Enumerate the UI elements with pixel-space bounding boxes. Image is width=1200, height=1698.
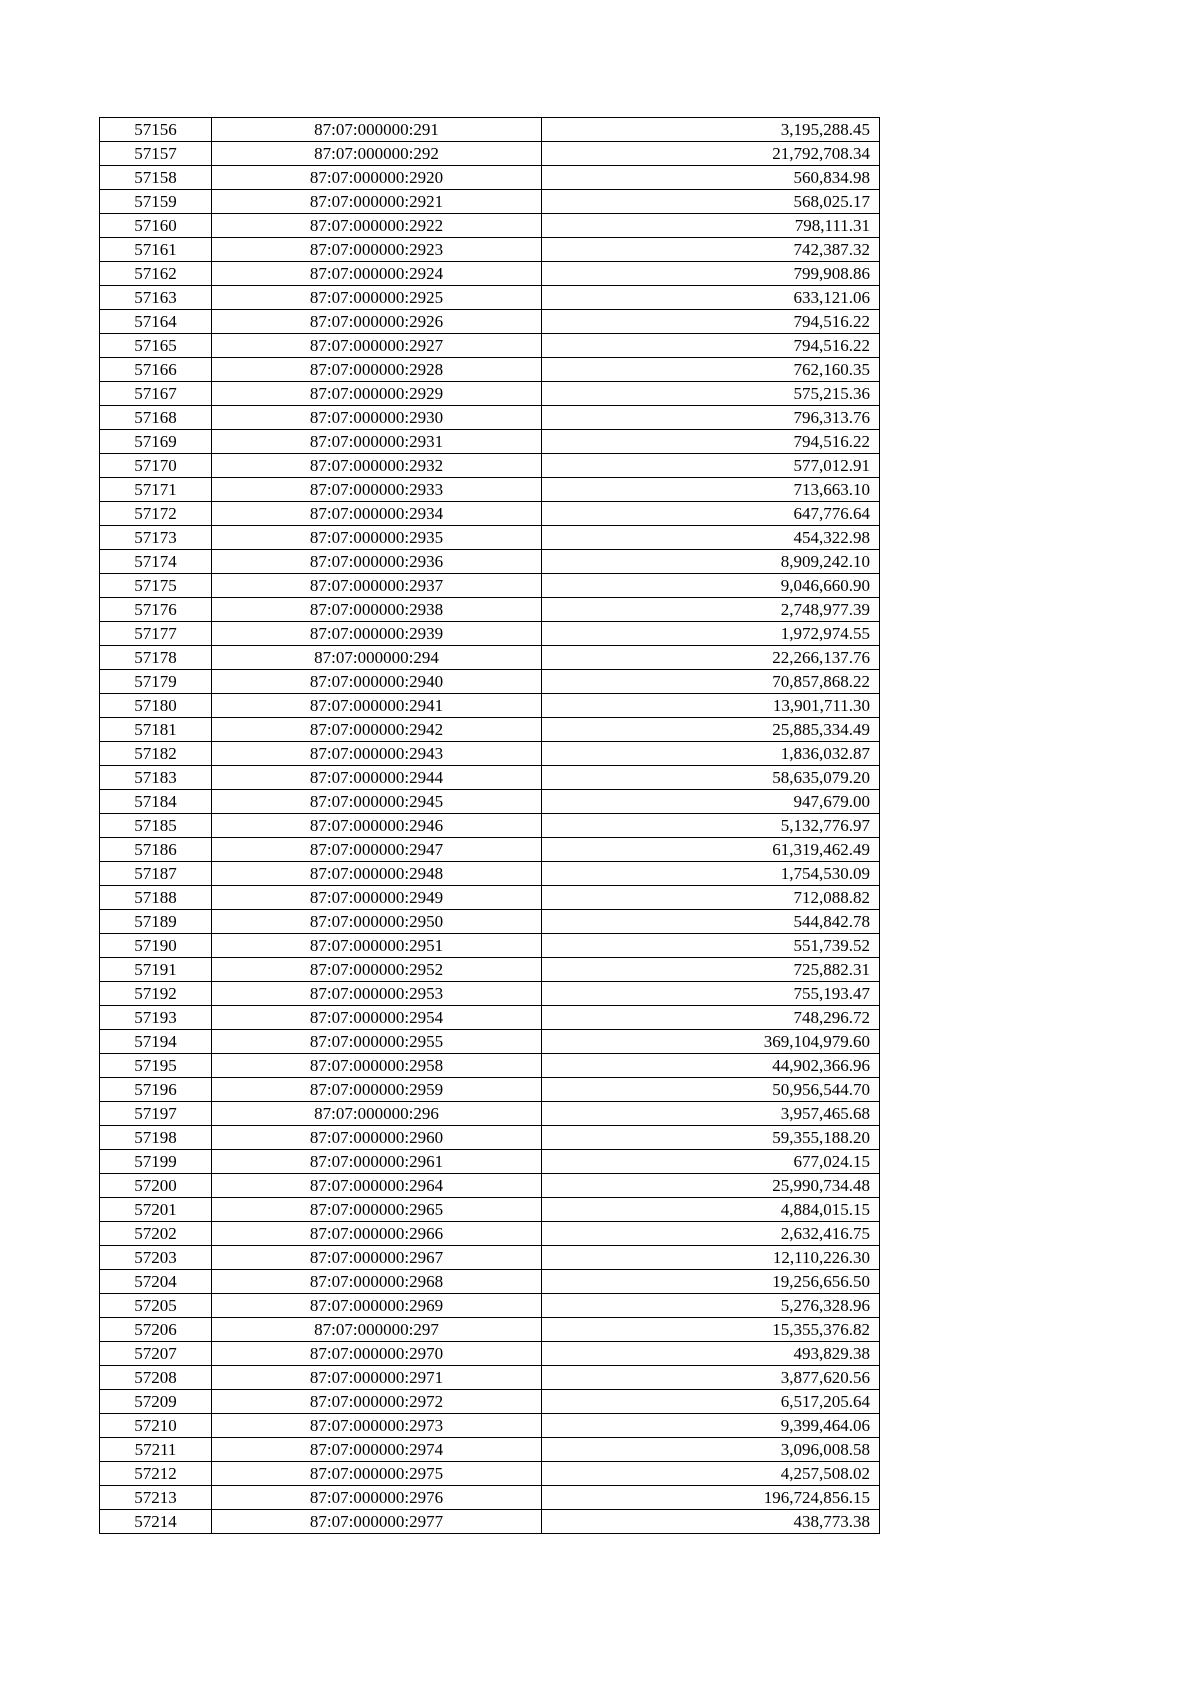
cadastral-number-cell: 87:07:000000:2939 [212, 622, 542, 646]
table-row [100, 238, 880, 262]
table-row [100, 166, 880, 190]
cadastral-value-cell: 947,679.00 [542, 790, 880, 814]
table-row [100, 670, 880, 694]
table-row [100, 1054, 880, 1078]
cadastral-value-cell: 794,516.22 [542, 334, 880, 358]
cadastral-number-cell: 87:07:000000:2925 [212, 286, 542, 310]
cadastral-value-cell: 59,355,188.20 [542, 1126, 880, 1150]
table-row [100, 310, 880, 334]
row-number-cell: 57211 [100, 1438, 212, 1462]
table-row [100, 406, 880, 430]
cadastral-value-cell: 796,313.76 [542, 406, 880, 430]
table-row [100, 358, 880, 382]
table-row [100, 1246, 880, 1270]
cadastral-number-cell: 87:07:000000:2938 [212, 598, 542, 622]
row-number-cell: 57191 [100, 958, 212, 982]
cadastral-number-cell: 87:07:000000:2929 [212, 382, 542, 406]
row-number-cell: 57179 [100, 670, 212, 694]
cadastral-number-cell: 87:07:000000:2924 [212, 262, 542, 286]
table-row [100, 838, 880, 862]
cadastral-value-cell: 677,024.15 [542, 1150, 880, 1174]
row-number-cell: 57207 [100, 1342, 212, 1366]
row-number-cell: 57156 [100, 118, 212, 142]
table-row [100, 478, 880, 502]
table-row [100, 430, 880, 454]
row-number-cell: 57212 [100, 1462, 212, 1486]
cadastral-value-cell: 544,842.78 [542, 910, 880, 934]
cadastral-value-cell: 5,276,328.96 [542, 1294, 880, 1318]
row-number-cell: 57183 [100, 766, 212, 790]
cadastral-value-cell: 3,957,465.68 [542, 1102, 880, 1126]
row-number-cell: 57157 [100, 142, 212, 166]
table-row [100, 550, 880, 574]
table-row [100, 790, 880, 814]
row-number-cell: 57185 [100, 814, 212, 838]
table-row [100, 142, 880, 166]
cadastral-number-cell: 87:07:000000:2972 [212, 1390, 542, 1414]
cadastral-number-cell: 87:07:000000:2961 [212, 1150, 542, 1174]
cadastral-value-cell: 9,046,660.90 [542, 574, 880, 598]
cadastral-value-cell: 633,121.06 [542, 286, 880, 310]
table-row [100, 382, 880, 406]
cadastral-number-cell: 87:07:000000:2949 [212, 886, 542, 910]
row-number-cell: 57174 [100, 550, 212, 574]
cadastral-value-cell: 15,355,376.82 [542, 1318, 880, 1342]
cadastral-value-cell: 1,972,974.55 [542, 622, 880, 646]
cadastral-value-cell: 551,739.52 [542, 934, 880, 958]
cadastral-value-cell: 19,256,656.50 [542, 1270, 880, 1294]
table-row [100, 118, 880, 142]
table-row [100, 1126, 880, 1150]
cadastral-number-cell: 87:07:000000:2954 [212, 1006, 542, 1030]
cadastral-number-cell: 87:07:000000:2933 [212, 478, 542, 502]
row-number-cell: 57164 [100, 310, 212, 334]
row-number-cell: 57184 [100, 790, 212, 814]
row-number-cell: 57214 [100, 1510, 212, 1534]
table-row [100, 1390, 880, 1414]
cadastral-number-cell: 87:07:000000:2940 [212, 670, 542, 694]
row-number-cell: 57203 [100, 1246, 212, 1270]
cadastral-value-cell: 454,322.98 [542, 526, 880, 550]
row-number-cell: 57189 [100, 910, 212, 934]
row-number-cell: 57178 [100, 646, 212, 670]
cadastral-value-cell: 647,776.64 [542, 502, 880, 526]
cadastral-value-cell: 3,096,008.58 [542, 1438, 880, 1462]
row-number-cell: 57190 [100, 934, 212, 958]
table-row [100, 910, 880, 934]
row-number-cell: 57159 [100, 190, 212, 214]
table-row [100, 1294, 880, 1318]
row-number-cell: 57192 [100, 982, 212, 1006]
cadastral-number-cell: 87:07:000000:2959 [212, 1078, 542, 1102]
table-row [100, 1510, 880, 1534]
cadastral-number-cell: 87:07:000000:2964 [212, 1174, 542, 1198]
cadastral-number-cell: 87:07:000000:2947 [212, 838, 542, 862]
cadastral-value-cell: 725,882.31 [542, 958, 880, 982]
row-number-cell: 57182 [100, 742, 212, 766]
cadastral-number-cell: 87:07:000000:2955 [212, 1030, 542, 1054]
table-row [100, 1270, 880, 1294]
cadastral-number-cell: 87:07:000000:2930 [212, 406, 542, 430]
table-row [100, 1222, 880, 1246]
row-number-cell: 57171 [100, 478, 212, 502]
table-row [100, 502, 880, 526]
table-row [100, 1486, 880, 1510]
row-number-cell: 57160 [100, 214, 212, 238]
cadastral-value-cell: 713,663.10 [542, 478, 880, 502]
row-number-cell: 57167 [100, 382, 212, 406]
row-number-cell: 57172 [100, 502, 212, 526]
cadastral-value-cell: 762,160.35 [542, 358, 880, 382]
table-row [100, 622, 880, 646]
cadastral-value-cell: 493,829.38 [542, 1342, 880, 1366]
cadastral-number-cell: 87:07:000000:2965 [212, 1198, 542, 1222]
cadastral-value-cell: 755,193.47 [542, 982, 880, 1006]
cadastral-number-cell: 87:07:000000:2926 [212, 310, 542, 334]
cadastral-value-cell: 13,901,711.30 [542, 694, 880, 718]
cadastral-number-cell: 87:07:000000:2967 [212, 1246, 542, 1270]
table-row [100, 574, 880, 598]
row-number-cell: 57197 [100, 1102, 212, 1126]
row-number-cell: 57170 [100, 454, 212, 478]
cadastral-value-cell: 5,132,776.97 [542, 814, 880, 838]
table-row [100, 1198, 880, 1222]
row-number-cell: 57195 [100, 1054, 212, 1078]
row-number-cell: 57194 [100, 1030, 212, 1054]
table-row [100, 286, 880, 310]
row-number-cell: 57181 [100, 718, 212, 742]
table-row [100, 1102, 880, 1126]
table-row [100, 742, 880, 766]
cadastral-value-cell: 799,908.86 [542, 262, 880, 286]
cadastral-number-cell: 87:07:000000:2927 [212, 334, 542, 358]
cadastral-number-cell: 87:07:000000:294 [212, 646, 542, 670]
cadastral-value-cell: 2,632,416.75 [542, 1222, 880, 1246]
row-number-cell: 57177 [100, 622, 212, 646]
cadastral-value-cell: 1,754,530.09 [542, 862, 880, 886]
cadastral-value-cell: 8,909,242.10 [542, 550, 880, 574]
row-number-cell: 57196 [100, 1078, 212, 1102]
table-row [100, 1078, 880, 1102]
cadastral-value-table [99, 117, 880, 1534]
cadastral-number-cell: 87:07:000000:2969 [212, 1294, 542, 1318]
cadastral-value-cell: 794,516.22 [542, 430, 880, 454]
cadastral-value-cell: 22,266,137.76 [542, 646, 880, 670]
cadastral-number-cell: 87:07:000000:2943 [212, 742, 542, 766]
cadastral-number-cell: 87:07:000000:2960 [212, 1126, 542, 1150]
row-number-cell: 57173 [100, 526, 212, 550]
row-number-cell: 57199 [100, 1150, 212, 1174]
cadastral-value-cell: 196,724,856.15 [542, 1486, 880, 1510]
cadastral-value-cell: 61,319,462.49 [542, 838, 880, 862]
row-number-cell: 57209 [100, 1390, 212, 1414]
cadastral-value-cell: 3,877,620.56 [542, 1366, 880, 1390]
cadastral-number-cell: 87:07:000000:2932 [212, 454, 542, 478]
row-number-cell: 57162 [100, 262, 212, 286]
row-number-cell: 57180 [100, 694, 212, 718]
cadastral-number-cell: 87:07:000000:2922 [212, 214, 542, 238]
cadastral-number-cell: 87:07:000000:2977 [212, 1510, 542, 1534]
cadastral-number-cell: 87:07:000000:2945 [212, 790, 542, 814]
cadastral-number-cell: 87:07:000000:2935 [212, 526, 542, 550]
cadastral-value-cell: 21,792,708.34 [542, 142, 880, 166]
cadastral-number-cell: 87:07:000000:2946 [212, 814, 542, 838]
cadastral-number-cell: 87:07:000000:2948 [212, 862, 542, 886]
cadastral-value-cell: 2,748,977.39 [542, 598, 880, 622]
cadastral-value-cell: 798,111.31 [542, 214, 880, 238]
row-number-cell: 57169 [100, 430, 212, 454]
row-number-cell: 57188 [100, 886, 212, 910]
row-number-cell: 57166 [100, 358, 212, 382]
table-row [100, 598, 880, 622]
cadastral-value-cell: 50,956,544.70 [542, 1078, 880, 1102]
cadastral-number-cell: 87:07:000000:2952 [212, 958, 542, 982]
row-number-cell: 57210 [100, 1414, 212, 1438]
row-number-cell: 57158 [100, 166, 212, 190]
row-number-cell: 57161 [100, 238, 212, 262]
table-row [100, 718, 880, 742]
table-row [100, 262, 880, 286]
cadastral-number-cell: 87:07:000000:2928 [212, 358, 542, 382]
cadastral-value-cell: 70,857,868.22 [542, 670, 880, 694]
table-row [100, 646, 880, 670]
row-number-cell: 57208 [100, 1366, 212, 1390]
table-row [100, 982, 880, 1006]
cadastral-value-cell: 794,516.22 [542, 310, 880, 334]
cadastral-value-cell: 4,257,508.02 [542, 1462, 880, 1486]
cadastral-value-cell: 577,012.91 [542, 454, 880, 478]
row-number-cell: 57186 [100, 838, 212, 862]
cadastral-number-cell: 87:07:000000:2934 [212, 502, 542, 526]
table-row [100, 934, 880, 958]
table-row [100, 1030, 880, 1054]
cadastral-value-cell: 25,990,734.48 [542, 1174, 880, 1198]
cadastral-number-cell: 87:07:000000:2950 [212, 910, 542, 934]
table-row [100, 1366, 880, 1390]
row-number-cell: 57204 [100, 1270, 212, 1294]
row-number-cell: 57168 [100, 406, 212, 430]
cadastral-value-cell: 742,387.32 [542, 238, 880, 262]
cadastral-value-cell: 44,902,366.96 [542, 1054, 880, 1078]
cadastral-number-cell: 87:07:000000:2953 [212, 982, 542, 1006]
cadastral-number-cell: 87:07:000000:2923 [212, 238, 542, 262]
table-row [100, 214, 880, 238]
cadastral-value-cell: 748,296.72 [542, 1006, 880, 1030]
row-number-cell: 57163 [100, 286, 212, 310]
cadastral-number-cell: 87:07:000000:2970 [212, 1342, 542, 1366]
cadastral-number-cell: 87:07:000000:2941 [212, 694, 542, 718]
cadastral-number-cell: 87:07:000000:2971 [212, 1366, 542, 1390]
cadastral-number-cell: 87:07:000000:2966 [212, 1222, 542, 1246]
cadastral-number-cell: 87:07:000000:2931 [212, 430, 542, 454]
cadastral-value-cell: 568,025.17 [542, 190, 880, 214]
cadastral-value-cell: 58,635,079.20 [542, 766, 880, 790]
cadastral-number-cell: 87:07:000000:296 [212, 1102, 542, 1126]
cadastral-value-cell: 4,884,015.15 [542, 1198, 880, 1222]
table-row [100, 766, 880, 790]
table-row [100, 334, 880, 358]
cadastral-number-cell: 87:07:000000:2958 [212, 1054, 542, 1078]
cadastral-value-cell: 560,834.98 [542, 166, 880, 190]
row-number-cell: 57198 [100, 1126, 212, 1150]
cadastral-value-cell: 3,195,288.45 [542, 118, 880, 142]
table-row [100, 1174, 880, 1198]
table-row [100, 1342, 880, 1366]
table-row [100, 1462, 880, 1486]
table-row [100, 814, 880, 838]
row-number-cell: 57200 [100, 1174, 212, 1198]
cadastral-value-cell: 6,517,205.64 [542, 1390, 880, 1414]
table-row [100, 1414, 880, 1438]
cadastral-value-cell: 12,110,226.30 [542, 1246, 880, 1270]
cadastral-number-cell: 87:07:000000:291 [212, 118, 542, 142]
row-number-cell: 57175 [100, 574, 212, 598]
cadastral-number-cell: 87:07:000000:2975 [212, 1462, 542, 1486]
cadastral-value-cell: 438,773.38 [542, 1510, 880, 1534]
table-row [100, 886, 880, 910]
cadastral-value-cell: 712,088.82 [542, 886, 880, 910]
row-number-cell: 57202 [100, 1222, 212, 1246]
table-row [100, 1150, 880, 1174]
cadastral-number-cell: 87:07:000000:2942 [212, 718, 542, 742]
row-number-cell: 57165 [100, 334, 212, 358]
cadastral-number-cell: 87:07:000000:2976 [212, 1486, 542, 1510]
table-row [100, 862, 880, 886]
cadastral-value-cell: 25,885,334.49 [542, 718, 880, 742]
table-body [100, 118, 880, 1534]
cadastral-value-cell: 575,215.36 [542, 382, 880, 406]
row-number-cell: 57187 [100, 862, 212, 886]
table-row [100, 1318, 880, 1342]
row-number-cell: 57193 [100, 1006, 212, 1030]
table-row [100, 454, 880, 478]
cadastral-number-cell: 87:07:000000:297 [212, 1318, 542, 1342]
table-row [100, 1438, 880, 1462]
row-number-cell: 57201 [100, 1198, 212, 1222]
cadastral-number-cell: 87:07:000000:292 [212, 142, 542, 166]
table-row [100, 1006, 880, 1030]
table-row [100, 958, 880, 982]
row-number-cell: 57206 [100, 1318, 212, 1342]
row-number-cell: 57205 [100, 1294, 212, 1318]
cadastral-number-cell: 87:07:000000:2974 [212, 1438, 542, 1462]
cadastral-number-cell: 87:07:000000:2936 [212, 550, 542, 574]
cadastral-number-cell: 87:07:000000:2937 [212, 574, 542, 598]
row-number-cell: 57176 [100, 598, 212, 622]
cadastral-value-cell: 1,836,032.87 [542, 742, 880, 766]
cadastral-number-cell: 87:07:000000:2921 [212, 190, 542, 214]
table-row [100, 190, 880, 214]
cadastral-value-cell: 9,399,464.06 [542, 1414, 880, 1438]
cadastral-number-cell: 87:07:000000:2951 [212, 934, 542, 958]
table-row [100, 694, 880, 718]
cadastral-number-cell: 87:07:000000:2968 [212, 1270, 542, 1294]
table-row [100, 526, 880, 550]
cadastral-value-cell: 369,104,979.60 [542, 1030, 880, 1054]
cadastral-number-cell: 87:07:000000:2944 [212, 766, 542, 790]
row-number-cell: 57213 [100, 1486, 212, 1510]
cadastral-number-cell: 87:07:000000:2973 [212, 1414, 542, 1438]
cadastral-number-cell: 87:07:000000:2920 [212, 166, 542, 190]
